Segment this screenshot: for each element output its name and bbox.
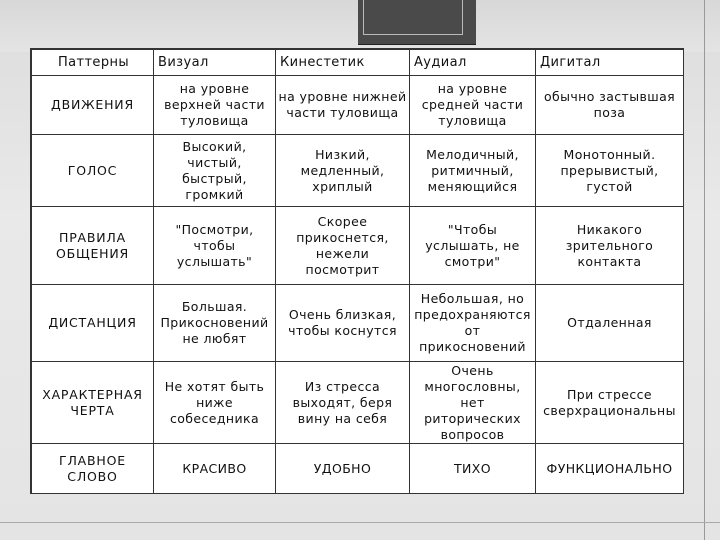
table-cell: обычно застывшая поза [536, 76, 684, 135]
table-cell: на уровне верхней части туловища [154, 76, 276, 135]
table-row-movements [32, 76, 684, 135]
table-cell: Низкий, медленный, хриплый [276, 135, 410, 207]
header-visual: Визуал [154, 50, 276, 76]
header-row [32, 50, 684, 76]
decorative-dark-box [358, 0, 476, 45]
table-cell: ФУНКЦИОНАЛЬНО [536, 444, 684, 494]
table-cell: УДОБНО [276, 444, 410, 494]
table-cell: "Посмотри, чтобы услышать" [154, 207, 276, 285]
row-label: ПРАВИЛА ОБЩЕНИЯ [32, 207, 154, 285]
patterns-table-container [30, 48, 684, 494]
table-row-voice [32, 135, 684, 207]
header-kinesthetic: Кинестетик [276, 50, 410, 76]
slide-bottom-rule [0, 522, 720, 523]
table-cell: Большая. Прикосновений не любят [154, 285, 276, 362]
table-cell: на уровне нижней части туловища [276, 76, 410, 135]
table-row-characteristic-trait [32, 362, 684, 444]
table-cell: Мелодичный, ритмичный, меняющийся [410, 135, 536, 207]
row-label: ГОЛОС [32, 135, 154, 207]
row-label: ГЛАВНОЕ СЛОВО [32, 444, 154, 494]
table-cell: Очень многословны, нет риторических вопросов [410, 362, 536, 444]
patterns-table [31, 49, 684, 494]
row-label: ХАРАКТЕРНАЯ ЧЕРТА [32, 362, 154, 444]
table-cell: Отдаленная [536, 285, 684, 362]
table-cell: Очень близкая, чтобы коснутся [276, 285, 410, 362]
row-label: ДВИЖЕНИЯ [32, 76, 154, 135]
table-cell: Из стресса выходят, беря вину на себя [276, 362, 410, 444]
table-cell: "Чтобы услышать, не смотри" [410, 207, 536, 285]
table-row-main-word [32, 444, 684, 494]
table-cell: При стрессе сверхрациональны [536, 362, 684, 444]
header-digital: Дигитал [536, 50, 684, 76]
table-row-distance [32, 285, 684, 362]
table-cell: на уровне средней части туловища [410, 76, 536, 135]
table-cell: Никакого зрительного контакта [536, 207, 684, 285]
table-cell: Не хотят быть ниже собеседника [154, 362, 276, 444]
table-cell: КРАСИВО [154, 444, 276, 494]
header-patterns: Паттерны [32, 50, 154, 76]
table-row-communication-rules [32, 207, 684, 285]
table-cell: Монотонный. прерывистый, густой [536, 135, 684, 207]
row-label: ДИСТАНЦИЯ [32, 285, 154, 362]
table-cell: Скорее прикоснется, нежели посмотрит [276, 207, 410, 285]
table-cell: Высокий, чистый, быстрый, громкий [154, 135, 276, 207]
table-cell: Небольшая, но предохраняются от прикосновений [410, 285, 536, 362]
table-cell: ТИХО [410, 444, 536, 494]
slide-right-rule [704, 0, 705, 540]
header-auditory: Аудиал [410, 50, 536, 76]
